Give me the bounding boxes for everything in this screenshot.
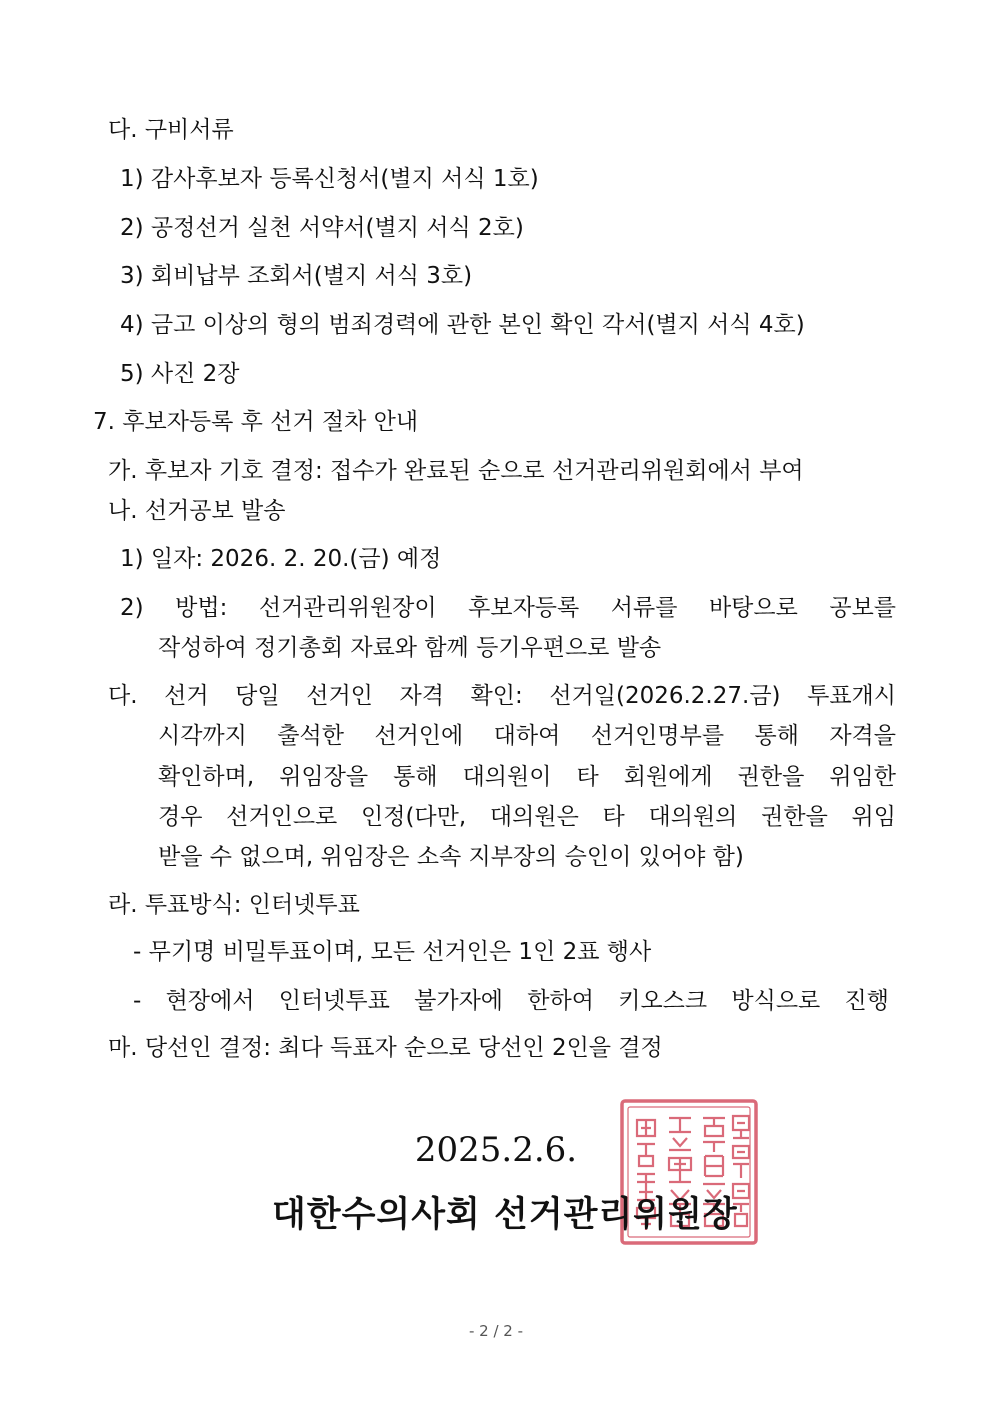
issue-date-text: 2025.2.6. [414, 1130, 578, 1170]
docs-item-4: 4) 금고 이상의 형의 범죄경력에 관한 본인 확인 각서(별지 서식 4호) [120, 312, 805, 338]
ra-item-secret-ballot: - 무기명 비밀투표이며, 모든 선거인은 1인 2표 행사 [133, 939, 652, 965]
na-item-method: 2) 방법: 선거관리위원장이 후보자등록 서류를 바탕으로 공보를 [120, 595, 896, 621]
item-na-bulletin: 나. 선거공보 발송 [108, 498, 286, 524]
docs-item-1: 1) 감사후보자 등록신청서(별지 서식 1호) [120, 166, 539, 192]
item-ga-candidate-number: 가. 후보자 기호 결정: 접수가 완료된 순으로 선거관리위원회에서 부여 [108, 458, 804, 484]
docs-item-2: 2) 공정선거 실천 서약서(별지 서식 2호) [120, 215, 524, 241]
section-7-heading: 7. 후보자등록 후 선거 절차 안내 [93, 409, 419, 435]
docs-item-5: 5) 사진 2장 [120, 361, 240, 387]
signer-title: 대한수의사회 선거관리위원장 [272, 1195, 738, 1235]
item-da-line-1: 다. 선거 당일 선거인 자격 확인: 선거일(2026.2.27.금) 투표개시 [108, 683, 896, 709]
docs-item-3: 3) 회비납부 조회서(별지 서식 3호) [120, 263, 473, 289]
docs-heading: 다. 구비서류 [108, 117, 234, 143]
ra-item-kiosk: - 현장에서 인터넷투표 불가자에 한하여 키오스크 방식으로 진행 [133, 988, 889, 1014]
item-da-line-3: 확인하며, 위임장을 통해 대의원이 타 회원에게 권한을 위임한 [158, 764, 896, 790]
na-item-method-cont: 작성하여 정기총회 자료와 함께 등기우편으로 발송 [158, 635, 662, 661]
page-number: - 2 / 2 - [468, 1322, 524, 1340]
item-ra-voting-method: 라. 투표방식: 인터넷투표 [108, 892, 360, 918]
issue-date [0, 1128, 992, 1172]
item-da-line-4: 경우 선거인으로 인정(다만, 대의원은 타 대의원의 권한을 위임 [158, 804, 896, 830]
item-da-line-2: 시각까지 출석한 선거인에 대하여 선거인명부를 통해 자격을 [158, 723, 896, 749]
item-da-line-5: 받을 수 없으며, 위임장은 소속 지부장의 승인이 있어야 함) [158, 844, 744, 870]
item-ma-winner-decision: 마. 당선인 결정: 최다 득표자 순으로 당선인 2인을 결정 [108, 1035, 663, 1061]
na-item-date: 1) 일자: 2026. 2. 20.(금) 예정 [120, 546, 442, 572]
